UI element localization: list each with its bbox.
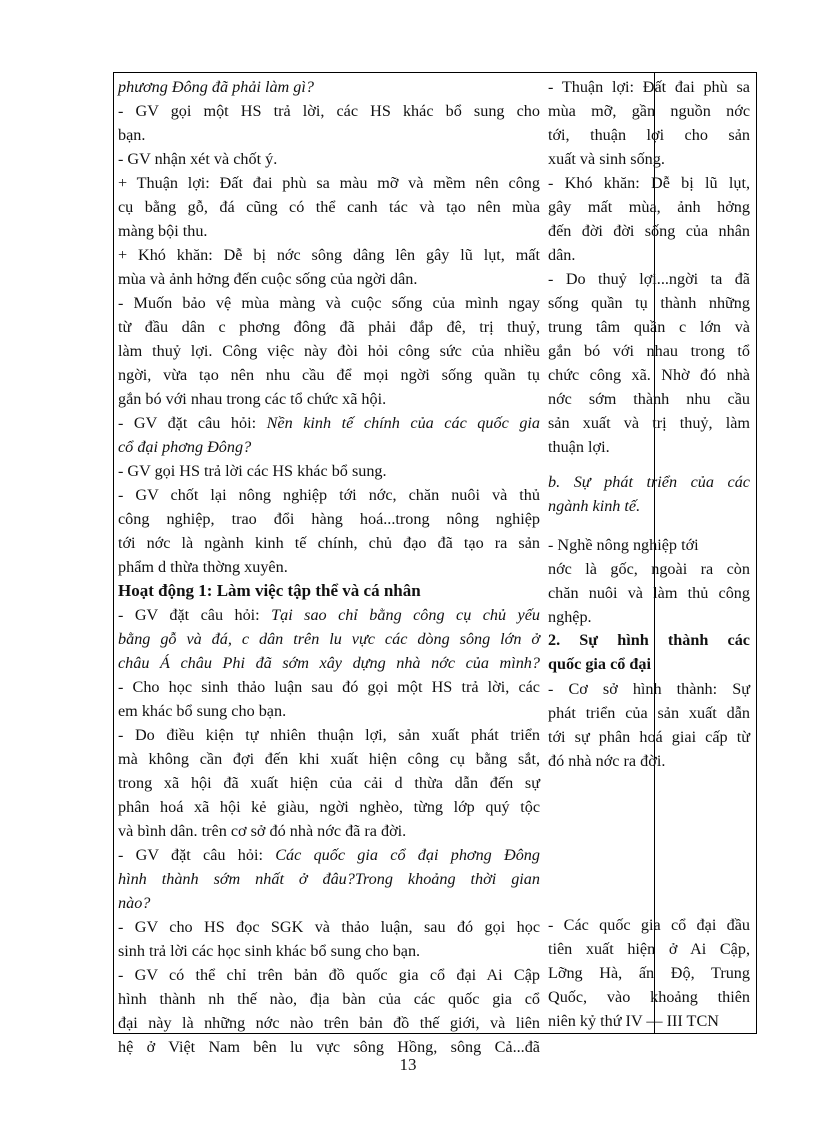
right-text-line: tới, thuận lợi cho sản — [548, 126, 750, 144]
left-text-line: + Khó khăn: Dễ bị nớc sông dâng lên gây lũ lụt, mất — [118, 246, 540, 264]
left-text-line: hệ ở Việt Nam bên lu vực sông Hồng, sông Cả...đã — [118, 1038, 540, 1056]
question-prefix: - GV đặt câu hỏi: — [118, 846, 276, 864]
right-text-line: nớc là gốc, ngoài ra còn — [548, 560, 750, 579]
right-text-line: trung tâm quần c lớn và — [548, 318, 750, 336]
left-text-line: phân hoá xã hội kẻ giàu, ngời nghèo, từng lớp quý tộc — [118, 798, 540, 816]
left-text-line: trong xã hội đã xuất hiện của cải d thừa dẫn đến sự — [118, 774, 540, 792]
right-text-line: mùa mỡ, gần nguồn nớc — [548, 102, 750, 120]
page-number: 13 — [399, 1055, 417, 1074]
left-text-line: hình thành nh thế nào, địa bàn của các quốc gia cổ — [118, 990, 540, 1008]
left-text-line: hình thành sớm nhất ở đâu?Trong khoảng thời gian — [118, 870, 540, 888]
left-text-line: cổ đại phơng Đông? — [118, 438, 252, 456]
question-prefix: - GV đặt câu hỏi: — [118, 606, 272, 624]
right-text-line: Lỡng Hà, ấn Độ, Trung — [548, 963, 750, 982]
left-text-line: - GV chốt lại nông nghiệp tới nớc, chăn nuôi và thủ — [118, 486, 540, 504]
right-text-line: sản xuất và trị thuỷ, làm — [548, 414, 750, 432]
left-text-line: - GV nhận xét và chốt ý. — [118, 150, 278, 168]
right-text-line: gây mất mùa, ảnh hởng — [548, 198, 750, 216]
left-text-line: gắn bó với nhau trong các tổ chức xã hội. — [118, 390, 387, 408]
left-text-line: từ đầu dân c phơng đông đã phải đắp đê, trị thuỷ, — [118, 318, 540, 336]
left-text-line: mùa và ảnh hởng đến cuộc sống của ngời dân. — [118, 270, 418, 288]
left-text-line: - GV cho HS đọc SGK và thảo luận, sau đó gọi học — [118, 918, 540, 936]
left-text-line — [118, 411, 540, 435]
right-text-line: - Nghề nông nghiệp tới — [548, 536, 699, 555]
right-text-line: đó nhà nớc ra đời. — [548, 752, 666, 771]
left-text-line: sinh trả lời các học sinh khác bổ sung cho bạn. — [118, 942, 421, 960]
right-text-line: phát triển của sản xuất dẫn — [548, 704, 750, 723]
left-text-line: ngời, vừa tạo nên nhu cầu để mọi ngời sống quần tụ — [118, 366, 540, 384]
left-text-line: màng bội thu. — [118, 222, 208, 240]
left-text-line: - Muốn bảo vệ mùa màng và cuộc sống của mình ngay — [118, 294, 540, 312]
left-text-line: tới nớc là ngành kinh tế chính, chủ đạo đã tạo ra sản — [118, 534, 540, 552]
left-text-line: - Cho học sinh thảo luận sau đó gọi một HS trả lời, các — [118, 678, 540, 696]
left-text-line — [118, 603, 540, 627]
left-text-line: châu Á châu Phi đã sớm xây dựng nhà nớc của mình? — [118, 654, 540, 672]
question-prefix: - GV đặt câu hỏi: — [118, 414, 267, 432]
right-text-line: gắn bó với nhau trong tổ — [548, 342, 750, 360]
right-text-line: chăn nuôi và làm thủ công — [548, 584, 750, 603]
right-text-line: - Khó khăn: Dễ bị lũ lụt, — [548, 174, 750, 192]
right-text-line: 2. Sự hình thành các — [548, 631, 750, 650]
right-text-line: chức công xã. Nhờ đó nhà — [548, 366, 750, 384]
right-text-line: nớc sớm thành nhu cầu — [548, 390, 750, 408]
left-text-line: bằng gỗ và đá, c dân trên lu vực các dòng sông lớn ở — [118, 630, 540, 648]
question-text: Tại sao chỉ bằng công cụ chủ yếu — [271, 606, 541, 624]
right-text-line: quốc gia cổ đại — [548, 655, 651, 674]
right-text-line: tiên xuất hiện ở Ai Cập, — [548, 939, 750, 958]
right-text-line: - Thuận lợi: Đất đai phù sa — [548, 78, 750, 96]
left-text-line: bạn. — [118, 126, 146, 144]
left-text-line: mà không cần đợi đến khi xuất hiện công cụ bằng sắt, — [118, 750, 540, 768]
left-text-line: + Thuận lợi: Đất đai phù sa màu mỡ và mềm nên công — [118, 174, 540, 192]
left-text-line: - GV có thể chỉ trên bản đồ quốc gia cổ đại Ai Cập — [118, 966, 540, 984]
left-text-line: đại này là những nớc nào trên bản đồ thế giới, và liên — [118, 1014, 540, 1032]
left-text-line — [118, 843, 540, 867]
left-text-line: công nghiệp, trao đổi hàng hoá...trong nông nghiệp — [118, 510, 540, 528]
right-text-line: tới sự phân hoá giai cấp từ — [548, 728, 750, 747]
question-text: Nền kinh tế chính của các quốc gia — [266, 414, 541, 432]
right-text-line: đến đời đời sống của nhân — [548, 222, 750, 240]
right-text-line: - Do thuỷ lợi...ngời ta đã — [548, 270, 750, 288]
left-text-line: và bình dân. trên cơ sở đó nhà nớc đã ra đời. — [118, 822, 407, 840]
left-text-line: - Do điều kiện tự nhiên thuận lợi, sản xuất phát triển — [118, 726, 540, 744]
right-text-line: ngành kinh tế. — [548, 496, 641, 515]
left-text-line: nào? — [118, 894, 151, 912]
right-text-line: thuận lợi. — [548, 438, 610, 456]
left-text-line: em khác bổ sung cho bạn. — [118, 702, 287, 720]
left-text-line: phẩm d thừa thờng xuyên. — [118, 558, 288, 576]
right-text-line: - Cơ sở hình thành: Sự — [548, 680, 750, 699]
right-text-line: niên kỷ thứ IV — III TCN — [548, 1011, 719, 1030]
right-text-line: Quốc, vào khoảng thiên — [548, 987, 750, 1006]
left-text-line: - GV gọi một HS trả lời, các HS khác bổ sung cho — [118, 102, 540, 120]
left-text-line: - GV gọi HS trả lời các HS khác bổ sung. — [118, 462, 387, 480]
right-text-line: nghệp. — [548, 608, 592, 627]
content-table — [113, 72, 757, 1056]
right-text-line: dân. — [548, 246, 576, 264]
left-text-line: làm thuỷ lợi. Công việc này đòi hỏi công sức của nhiều — [118, 342, 540, 360]
left-text-line: Hoạt động 1: Làm việc tập thể và cá nhân — [118, 581, 421, 600]
left-text-line: phương Đông đã phải làm gì? — [118, 78, 314, 96]
right-text-line: sống quần tụ thành những — [548, 294, 750, 312]
right-text-line: xuất và sinh sống. — [548, 150, 665, 168]
question-text: Các quốc gia cổ đại phơng Đông — [275, 846, 540, 864]
right-text-line: - Các quốc gia cổ đại đầu — [548, 915, 750, 934]
left-text-line: cụ bằng gỗ, đá cũng có thể canh tác và tạo nên mùa — [118, 198, 540, 216]
right-text-line: b. Sự phát triển của các — [548, 472, 750, 491]
